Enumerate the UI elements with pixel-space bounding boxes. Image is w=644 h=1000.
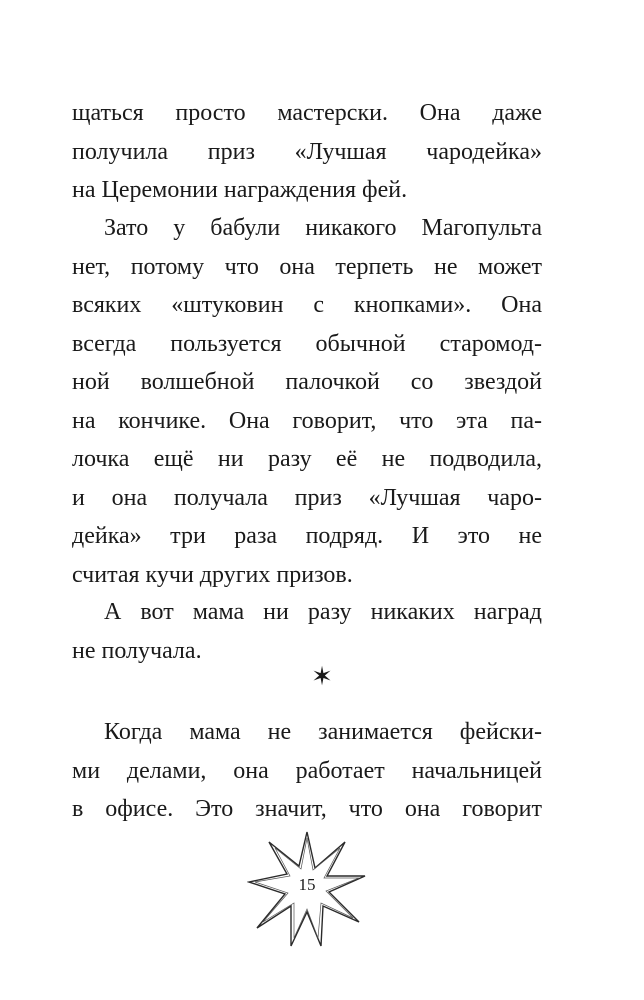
paragraph-continued: [72, 94, 542, 210]
text-line: на кончике. Она говорит, что эта па-: [72, 407, 542, 434]
text-line: не получала.: [72, 637, 202, 664]
text-line: дейка» три раза подряд. И это не: [72, 523, 542, 549]
text-line: Зато у бабули никакого Магопульта: [104, 215, 542, 241]
paragraph-grandma: [72, 209, 542, 594]
text-line: лочка ещё ни разу её не подводила,: [72, 446, 542, 472]
paragraph-mom-awards: [72, 593, 542, 670]
text-line: щаться просто мастерски. Она даже: [72, 100, 542, 126]
text-line: всегда пользуется обычной старомод-: [72, 330, 542, 357]
text-line: ной волшебной палочкой со звездой: [72, 369, 542, 395]
text-line: в офисе. Это значит, что она говорит: [72, 796, 542, 822]
section-separator-icon: ✶: [311, 662, 333, 692]
text-line: и она получала приз «Лучшая чаро-: [72, 484, 542, 511]
text-line: всяких «штуковин с кнопками». Она: [72, 292, 542, 318]
text-line: Когда мама не занимается фейски-: [104, 719, 542, 745]
page-number-ornament: [247, 830, 367, 950]
text-line: на Церемонии награждения фей.: [72, 177, 408, 203]
paragraph-mom-office: [72, 713, 542, 829]
text-line: ми делами, она работает начальницей: [72, 757, 542, 784]
text-line: считая кучи других призов.: [72, 561, 353, 588]
text-line: нет, потому что она терпеть не может: [72, 253, 542, 280]
page-number: 15: [298, 875, 316, 894]
text-line: А вот мама ни разу никаких наград: [104, 599, 542, 625]
text-line: получила приз «Лучшая чародейка»: [72, 138, 542, 165]
